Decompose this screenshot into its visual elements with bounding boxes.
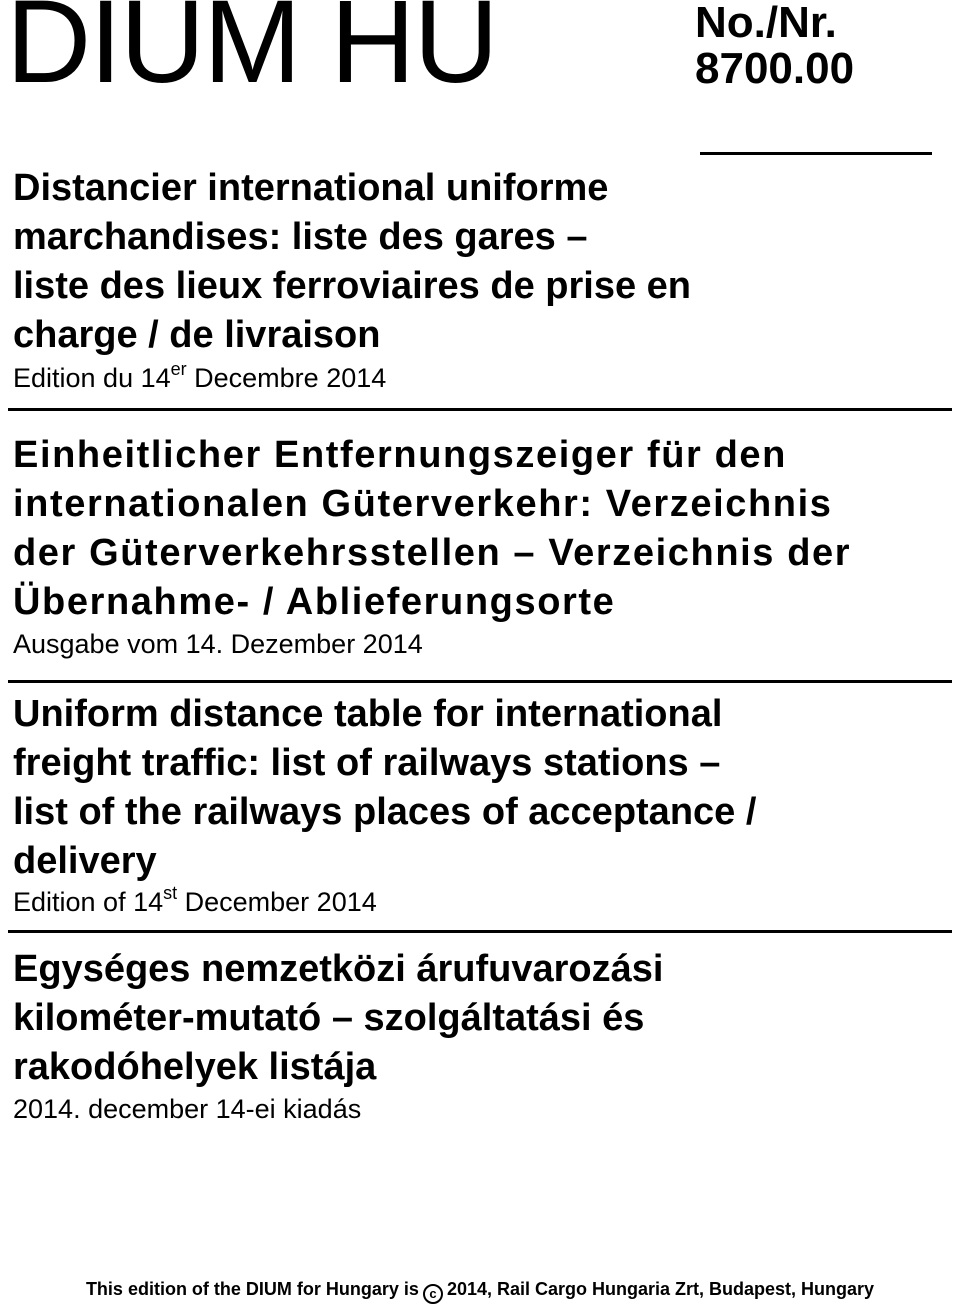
title-line: delivery bbox=[13, 840, 157, 882]
edition-hu: 2014. december 14-ei kiadás bbox=[13, 1094, 362, 1124]
section-title-en bbox=[13, 690, 756, 886]
document-number bbox=[695, 0, 854, 92]
edition-text: Decembre 2014 bbox=[186, 363, 387, 393]
title-line: der Güterverkehrsstellen – Verzeichnis der bbox=[13, 532, 852, 574]
section-title-hu bbox=[13, 945, 663, 1092]
title-line: Uniform distance table for international bbox=[13, 693, 723, 735]
section-title-fr bbox=[13, 164, 691, 360]
document-title: DIUM HU bbox=[6, 0, 497, 108]
copyright-footer bbox=[0, 1279, 960, 1304]
edition-text: Edition of 14 bbox=[13, 887, 164, 917]
title-line: liste des lieux ferroviaires de prise en bbox=[13, 265, 691, 307]
footer-text: This edition of the DIUM for Hungary is bbox=[85, 1279, 419, 1299]
title-line: kilométer-mutató – szolgáltatási és bbox=[13, 997, 645, 1039]
number-value: 8700.00 bbox=[695, 44, 855, 93]
edition-fr bbox=[13, 359, 387, 394]
title-line: freight traffic: list of railways stations – bbox=[13, 742, 721, 784]
divider bbox=[8, 680, 952, 683]
title-line: charge / de livraison bbox=[13, 314, 381, 356]
title-line: Einheitlicher Entfernungszeiger für den bbox=[13, 434, 787, 476]
footer-text: 2014, Rail Cargo Hungaria Zrt, Budapest, Hungary bbox=[446, 1279, 875, 1299]
title-line: marchandises: liste des gares – bbox=[13, 216, 588, 258]
title-line: rakodóhelyek listája bbox=[13, 1046, 377, 1088]
title-line: list of the railways places of acceptance / bbox=[13, 791, 757, 833]
title-line: Distancier international uniforme bbox=[13, 167, 609, 209]
edition-text: December 2014 bbox=[177, 887, 377, 917]
edition-superscript: st bbox=[163, 883, 178, 903]
title-line: internationalen Güterverkehr: Verzeichnis bbox=[13, 483, 833, 525]
title-line: Übernahme- / Ablieferungsorte bbox=[13, 581, 616, 623]
title-line: Egységes nemzetközi árufuvarozási bbox=[13, 948, 664, 990]
section-title-de bbox=[13, 431, 851, 627]
divider bbox=[8, 930, 952, 933]
edition-en bbox=[13, 883, 377, 918]
edition-de: Ausgabe vom 14. Dezember 2014 bbox=[13, 629, 423, 659]
divider bbox=[700, 152, 932, 155]
edition-superscript: er bbox=[170, 359, 187, 379]
edition-text: Edition du 14 bbox=[13, 363, 171, 393]
divider bbox=[8, 408, 952, 411]
copyright-icon: c bbox=[423, 1284, 443, 1304]
number-label: No./Nr. bbox=[695, 0, 837, 47]
